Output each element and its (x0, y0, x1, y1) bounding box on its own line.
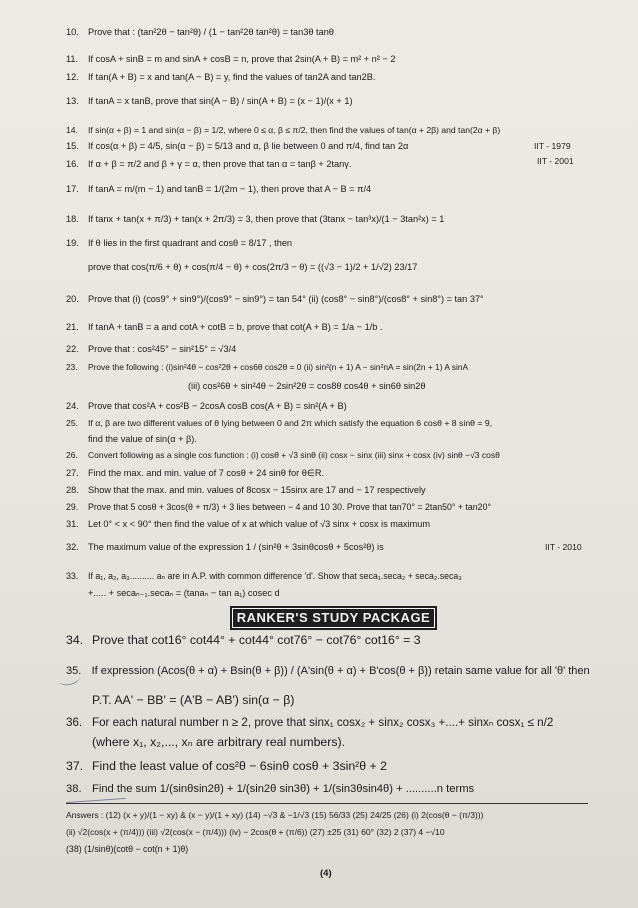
question-33: 33. If a₁, a₂, a₃.......... aₙ are in A.P. with common difference 'd'. Show that seca₁.seca₂ + seca₂.seca₃ (66, 571, 462, 581)
question-16: 16. If α + β = π/2 and β + γ = α, then prove that tan α = tanβ + 2tanγ. (66, 159, 352, 169)
pen-mark (57, 670, 81, 687)
question-31: 31. Let 0° < x < 90° then find the value of x at which value of √3 sinx + cosx is maximum (66, 519, 431, 529)
question-29: 29. Prove that 5 cosθ + 3cos(θ + π/3) + 3 lies between − 4 and 10 30. Prove that tan70° = 2tan50° + tan20° (66, 502, 491, 512)
question-25-part: find the value of sin(α + β). (88, 434, 197, 444)
question-27: 27. Find the max. and min. value of 7 cosθ + 24 sinθ for θ∈R. (66, 468, 325, 478)
question-33-part: +..... + secaₙ₋₁.secaₙ = (tanaₙ − tan a₁) cosec d (88, 588, 280, 598)
question-10: 10. Prove that : (tan²2θ − tan²θ) / (1 − tan²2θ tan²θ) = tan3θ tanθ (66, 27, 334, 37)
question-20: 20. Prove that (i) (cos9° + sin9°)/(cos9° − sin9°) = tan 54° (ii) (cos8° − sin8°)/(cos8° + sin8°) = tan 37° (66, 294, 484, 304)
source-tag-q16: IIT - 2001 (537, 156, 574, 166)
question-23: 23. Prove the following : (i)sin²4θ − cos²2θ + cos6θ cos2θ = 0 (ii) sin²(n + 1) A − sin²nA = sin(2n + 1) A sinA (66, 362, 469, 372)
question-22: 22. Prove that : cos²45° − sin²15° = √3/4 (66, 344, 237, 354)
question-36-part: (where x₁, x₂,..., xₙ are arbitrary real numbers). (92, 735, 345, 749)
question-32: 32. The maximum value of the expression 1 / (sin²θ + 3sinθcosθ + 5cos²θ) is (66, 542, 384, 552)
page-number: (4) (320, 868, 332, 879)
question-21: 21. If tanA + tanB = a and cotA + cotB = b, prove that cot(A + B) = 1/a − 1/b . (66, 322, 383, 332)
question-35: 35. If expression (Acos(θ + α) + Bsin(θ + β)) / (A'sin(θ + α) + B'cos(θ + β)) retain same value for all 'θ' then (66, 665, 590, 677)
question-34: 34. Prove that cot16° cot44° + cot44° cot76° − cot76° cot16° = 3 (66, 633, 421, 647)
question-14: 14. If sin(α + β) = 1 and sin(α − β) = 1/2, where 0 ≤ α, β ≤ π/2, then find the values of tan(α + 2β) and tan(2α + β) (66, 125, 501, 135)
answers-line-3: (38) (1/sinθ)(cotθ − cot(n + 1)θ) (66, 844, 189, 854)
question-11: 11. If cosA + sinB = m and sinA + cosB = n, prove that 2sin(A + B) = m² + n² − 2 (66, 54, 396, 64)
answers-line-2: (ii) √2(cos(x + (π/4))) (iii) √2(cos(x − (π/4))) (iv) − 2cos(θ + (π/6)) (27) ±25 (31) 60° (32) 2 (37) 4 −√10 (66, 827, 445, 837)
answers-line-1: Answers : (12) (x + y)/(1 − xy) & (x − y)/(1 + xy) (14) −√3 & −1/√3 (15) 56/33 (25) 24/25 (26) (i) 2(cos(θ − (π/3))) (66, 810, 484, 820)
question-19-part: prove that cos(π/6 + θ) + cos(π/4 − θ) + cos(2π/3 − θ) = ((√3 − 1)/2 + 1/√2) 23/17 (88, 262, 418, 272)
question-24: 24. Prove that cos²A + cos²B − 2cosA cosB cos(A + B) = sin²(A + B) (66, 401, 347, 411)
question-28: 28. Show that the max. and min. values of 8cosx − 15sinx are 17 and − 17 respectively (66, 485, 426, 495)
question-19: 19. If θ lies in the first quadrant and cosθ = 8/17 , then (66, 238, 293, 248)
question-26: 26. Convert following as a single cos function : (i) cosθ + √3 sinθ (ii) cosx − sinx (iii) sinx + cosx (iv) sinθ −√3 cosθ (66, 450, 500, 460)
answers-divider (66, 803, 588, 804)
question-38: 38. Find the sum 1/(sinθsin2θ) + 1/(sin2θ sin3θ) + 1/(sin3θsin4θ) + ..........n terms (66, 783, 475, 795)
source-tag-q15: IIT - 1979 (534, 141, 571, 151)
rankers-study-package-banner: RANKER'S STUDY PACKAGE (230, 606, 437, 630)
question-37: 37. Find the least value of cos²θ − 6sinθ cosθ + 3sin²θ + 2 (66, 759, 387, 773)
source-tag-q32: IIT - 2010 (545, 542, 582, 552)
question-25: 25. If α, β are two different values of θ lying between 0 and 2π which satisfy the equation 6 cosθ + 8 sinθ = 9, (66, 418, 493, 428)
question-12: 12. If tan(A + B) = x and tan(A − B) = y, find the values of tan2A and tan2B. (66, 72, 376, 82)
question-18: 18. If tanx + tan(x + π/3) + tan(x + 2π/3) = 3, then prove that (3tanx − tan³x)/(1 − 3tan²x) = 1 (66, 214, 445, 224)
question-35-part: P.T. AA' − BB' = (A'B − AB') sin(α − β) (92, 693, 295, 707)
question-15: 15. If cos(α + β) = 4/5, sin(α − β) = 5/13 and α, β lie between 0 and π/4, find tan 2α (66, 141, 409, 151)
question-23-part: (iii) cos²6θ + sin²4θ − 2sin²2θ = cos8θ cos4θ + sin6θ sin2θ (188, 381, 426, 391)
question-36: 36. For each natural number n ≥ 2, prove that sinx₁ cosx₂ + sinx₂ cosx₃ +....+ sinxₙ cosx₁ ≤ n/2 (66, 716, 554, 729)
question-13: 13. If tanA = x tanB, prove that sin(A − B) / sin(A + B) = (x − 1)/(x + 1) (66, 96, 353, 106)
question-17: 17. If tanA = m/(m − 1) and tanB = 1/(2m − 1), then prove that A − B = π/4 (66, 184, 372, 194)
